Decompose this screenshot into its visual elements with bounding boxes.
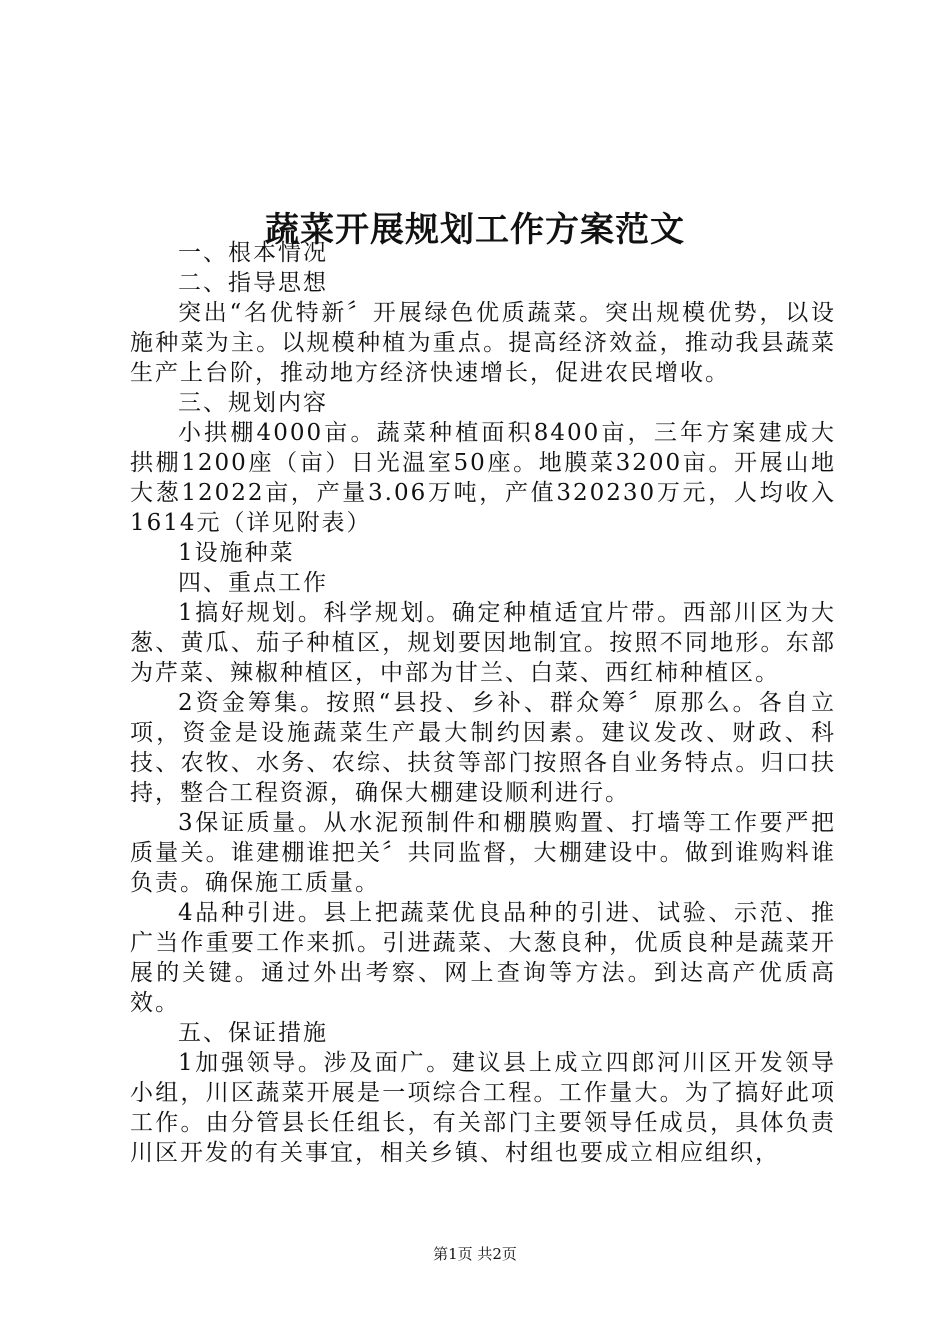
section-heading: 二、指导思想 [178,270,328,296]
section-heading: 一、根本情况 [178,240,328,266]
body-paragraph: 1加强领导。涉及面广。建议县上成立四郎河川区开发领导小组，川区蔬菜开展是一项综合工程。工作量大。为了搞好此项工作。由分管县长任组长，有关部门主要领导任成员，具体负责川区开发的有关事宜，相关乡镇、村组也要成立相应组织， [130,1050,836,1166]
sub-heading: 1设施种菜 [178,540,295,566]
section-heading: 三、规划内容 [178,390,328,416]
body-paragraph: 3保证质量。从水泥预制件和棚膜购置、打墙等工作要严把质量关。谁建棚谁把关〞共同监督，大棚建设中。做到谁购料谁负责。确保施工质量。 [130,810,836,896]
page-footer: 第1页 共2页 [433,1245,517,1263]
body-paragraph: 4品种引进。县上把蔬菜优良品种的引进、试验、示范、推广当作重要工作来抓。引进蔬菜、大葱良种，优质良种是蔬菜开展的关键。通过外出考察、网上查询等方法。到达高产优质高效。 [130,900,836,1016]
body-paragraph: 小拱棚4000亩。蔬菜种植面积8400亩，三年方案建成大拱棚1200座（亩）日光温室50座。地膜菜3200亩。开展山地大葱12022亩，产量3.06万吨，产值320230万元，人均收入1614元（详见附表） [130,420,836,536]
section-heading: 五、保证措施 [178,1020,328,1046]
document-title: 蔬菜开展规划工作方案范文 [265,209,685,250]
body-paragraph: 2资金筹集。按照“县投、乡补、群众筹〞原那么。各自立项，资金是设施蔬菜生产最大制约因素。建议发改、财政、科技、农牧、水务、农综、扶贫等部门按照各自业务特点。归口扶持，整合工程资源，确保大棚建设顺利进行。 [130,690,836,806]
document-body [130,238,836,1168]
body-paragraph: 1搞好规划。科学规划。确定种植适宜片带。西部川区为大葱、黄瓜、茄子种植区，规划要因地制宜。按照不同地形。东部为芹菜、辣椒种植区，中部为甘兰、白菜、西红柿种植区。 [130,600,836,686]
section-heading: 四、重点工作 [178,570,328,596]
body-paragraph: 突出“名优特新〞开展绿色优质蔬菜。突出规模优势，以设施种菜为主。以规模种植为重点。提高经济效益，推动我县蔬菜生产上台阶，推动地方经济快速增长，促进农民增收。 [130,300,836,386]
